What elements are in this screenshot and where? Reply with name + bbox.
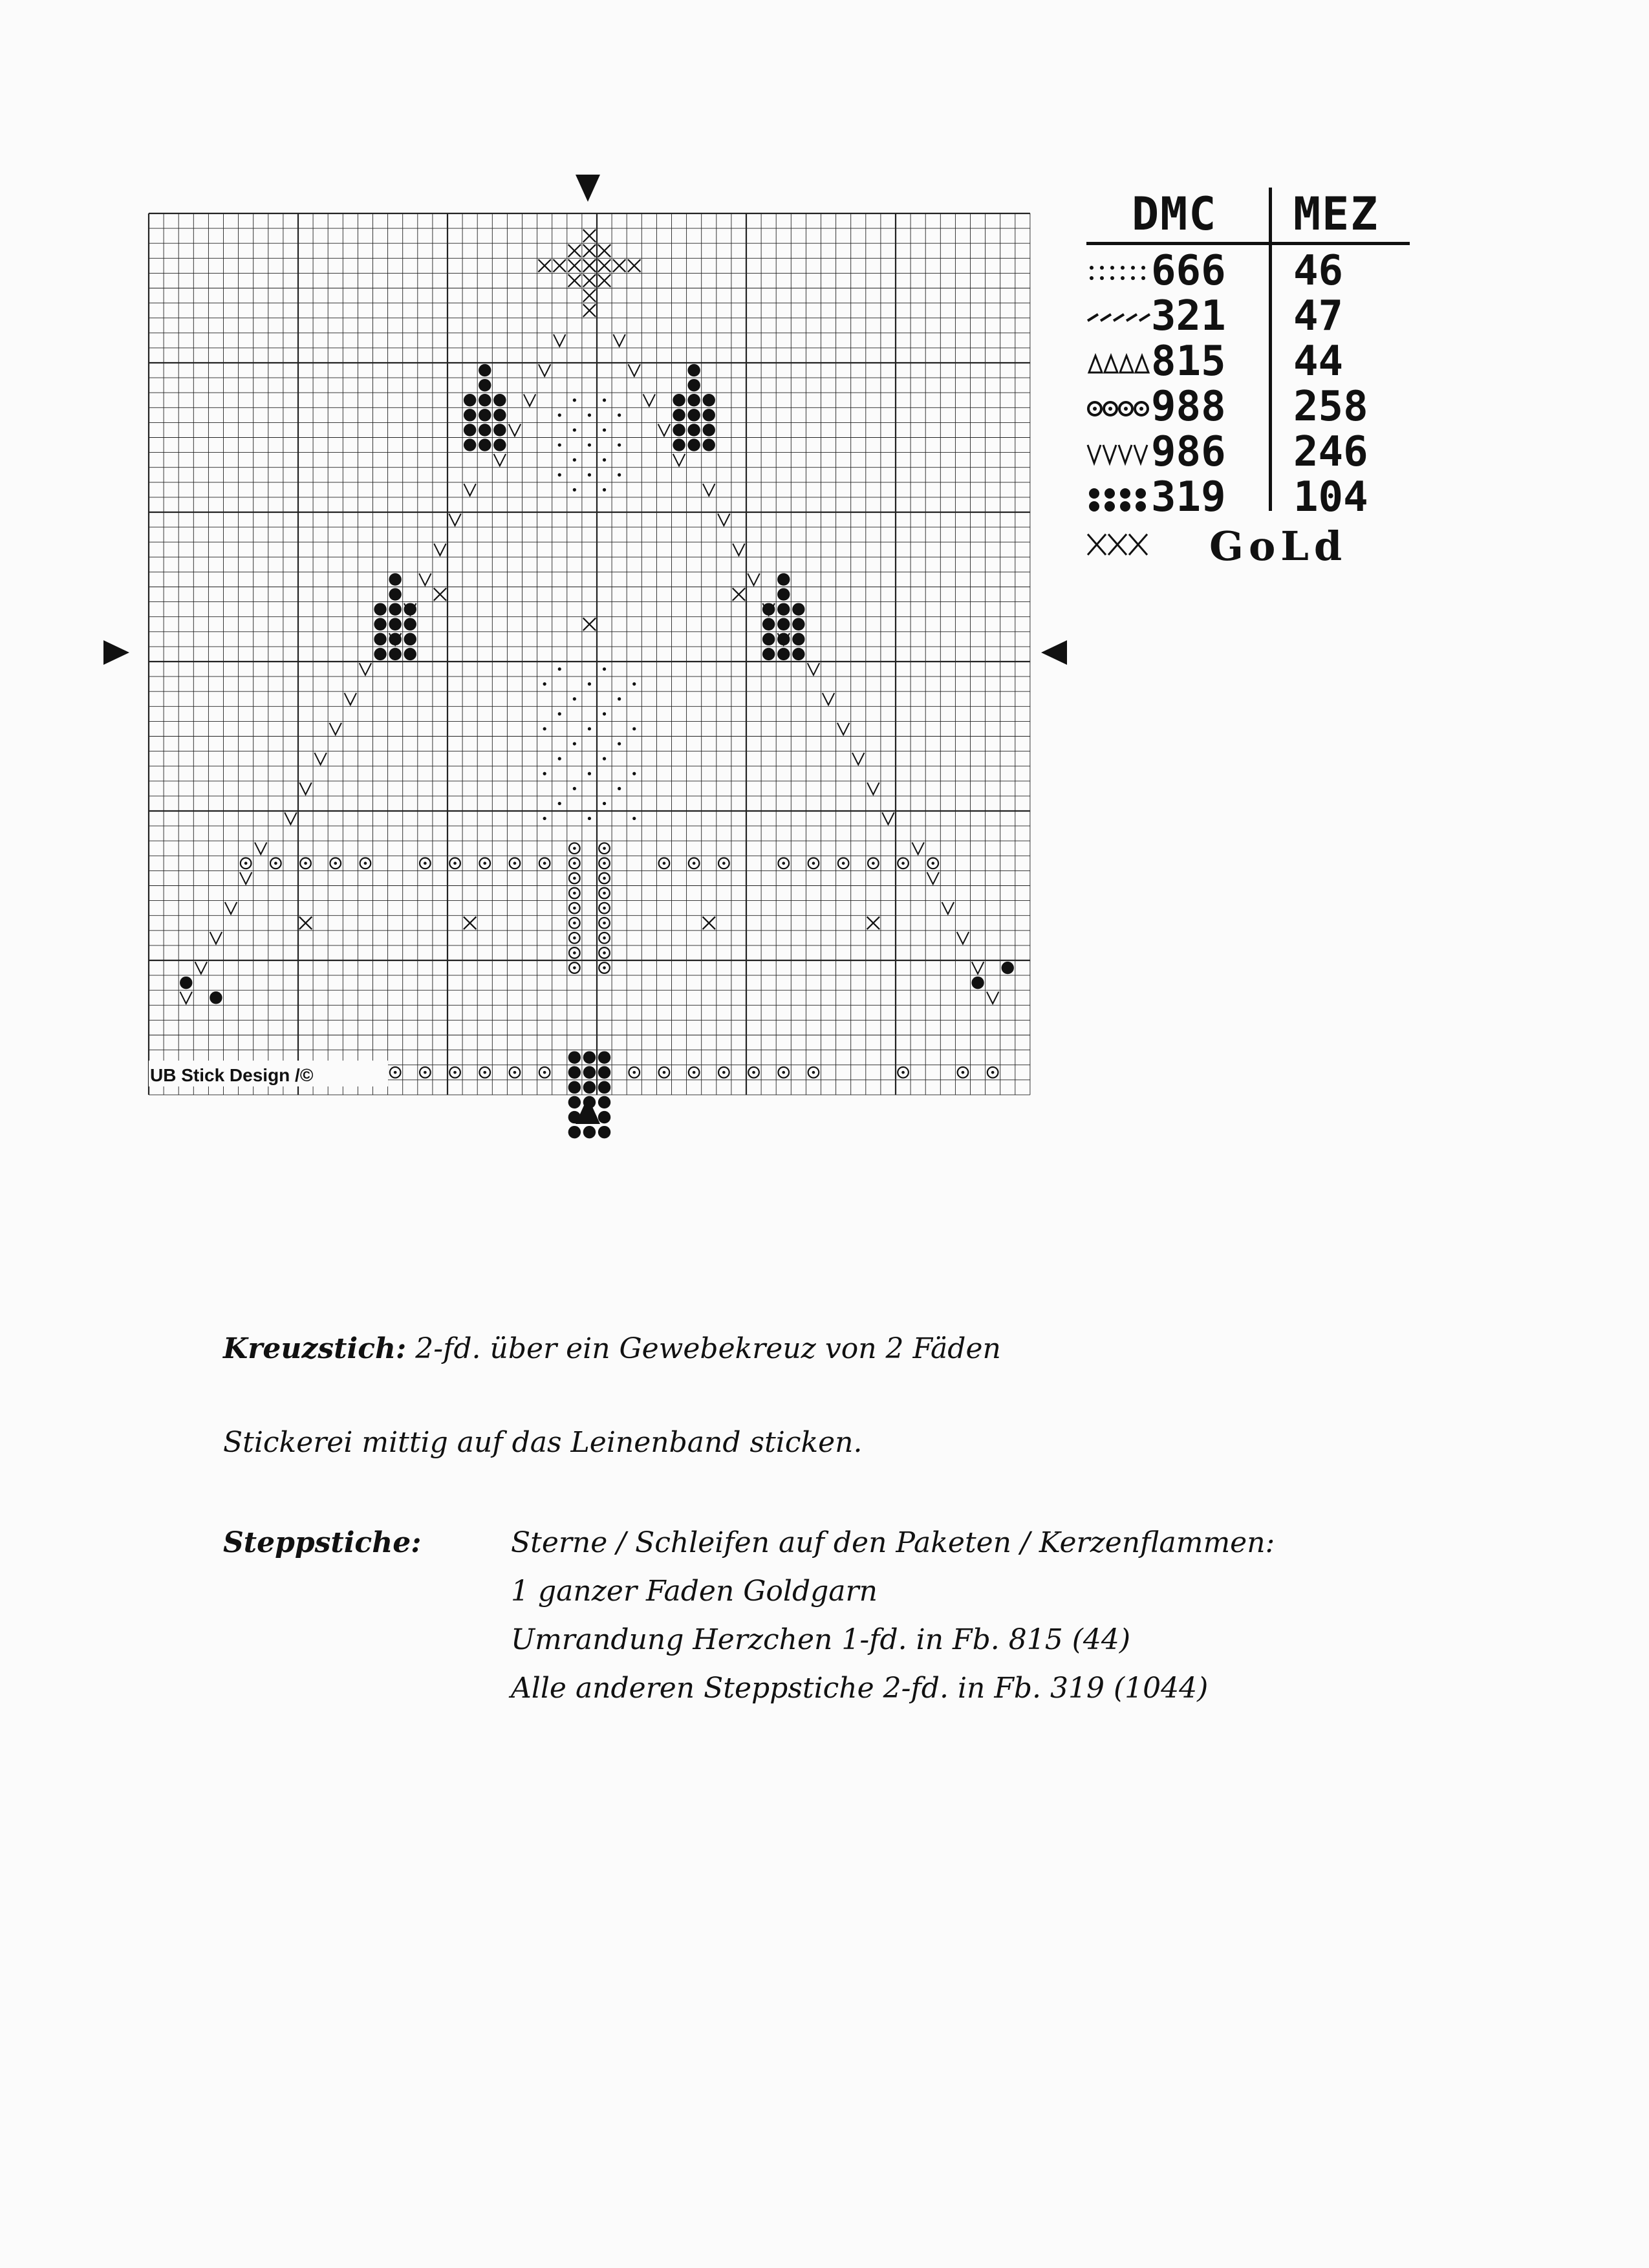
stitch-ring: [663, 1071, 666, 1074]
stitch-dot: [558, 802, 561, 805]
stitch-filled: [762, 618, 775, 631]
stitch-ring: [513, 1071, 517, 1074]
legend-row: [1086, 292, 1423, 338]
stitch-filled: [792, 648, 804, 660]
kreuzstich-text: 2-fd. über ein Gewebekreuz von 2 Fäden: [415, 1332, 1001, 1365]
stitch-filled: [568, 1081, 581, 1094]
stitch-dot: [573, 398, 576, 402]
legend-divider-horizontal: [1086, 242, 1410, 245]
stitch-filled: [583, 1066, 596, 1079]
stitch-filled: [762, 648, 775, 660]
stitch-filled: [703, 438, 715, 451]
legend-row: [1086, 473, 1423, 519]
stitch-ring: [603, 892, 606, 895]
stitch-ring: [453, 1071, 457, 1074]
stitch-filled: [374, 603, 386, 615]
stitch-filled: [493, 438, 506, 451]
filled-circles-symbol-icon: [1086, 482, 1151, 515]
stitch-dot: [558, 757, 561, 761]
stitch-filled: [777, 573, 790, 585]
steppstiche-line: 1 ganzer Faden Goldgarn: [511, 1575, 878, 1608]
stitch-dot: [588, 413, 591, 416]
stitch-dot: [632, 772, 636, 775]
stitch-ring: [244, 862, 248, 865]
stitch-filled: [404, 633, 416, 645]
stitch-v: [957, 932, 969, 944]
stitch-ring: [543, 1071, 546, 1074]
stitch-ring: [901, 862, 905, 865]
legend-mez-value: 46: [1293, 247, 1344, 295]
stitch-ring: [962, 1071, 965, 1074]
stitch-filled: [792, 618, 804, 631]
stitch-filled: [1002, 962, 1014, 974]
stitch-ring: [573, 936, 576, 940]
stitch-dot: [573, 459, 576, 462]
stitch-v: [494, 454, 506, 466]
legend-header-dmc: DMC: [1132, 188, 1218, 241]
stitch-dot: [632, 817, 636, 820]
stitch-filled: [568, 1051, 581, 1063]
stitch-dot: [603, 398, 606, 402]
stitch-v: [285, 812, 296, 824]
legend-row: [1086, 247, 1423, 295]
stitch-filled: [703, 409, 715, 421]
stitch-dot: [603, 712, 606, 715]
stitch-dot: [588, 727, 591, 730]
stitch-ring: [782, 1071, 785, 1074]
stitch-ring: [573, 966, 576, 969]
stitch-filled: [703, 394, 715, 406]
stitch-filled: [389, 588, 401, 600]
stitch-ring: [901, 1071, 905, 1074]
stitch-ring: [513, 862, 517, 865]
stitch-v: [299, 783, 311, 794]
stitch-filled: [389, 573, 401, 585]
stitch-ring: [603, 847, 606, 850]
cross-stitch-chart: [97, 162, 1080, 1145]
stitch-ring: [931, 862, 934, 865]
stitch-dot: [618, 443, 621, 446]
legend-gold-label: GoLd: [1209, 523, 1348, 570]
stitch-ring: [812, 1071, 815, 1074]
stitch-filled: [687, 394, 700, 406]
stitch-filled: [374, 648, 386, 660]
stitch-ring: [603, 877, 606, 880]
stitch-filled: [762, 633, 775, 645]
stitch-ring: [693, 1071, 696, 1074]
stitch-filled: [598, 1096, 610, 1108]
stitch-dot: [573, 742, 576, 745]
stitch-filled: [568, 1096, 581, 1108]
rings-symbol-icon: [1086, 392, 1151, 424]
stitch-dot: [632, 682, 636, 686]
stitch-filled: [792, 633, 804, 645]
legend-row: [1086, 338, 1423, 383]
stitch-v: [255, 843, 266, 854]
steppstiche-line: Alle anderen Steppstiche 2-fd. in Fb. 319 (1044): [511, 1672, 1209, 1705]
legend-mez-value: 47: [1293, 292, 1344, 340]
stitch-dot: [618, 473, 621, 477]
stitch-ring: [573, 907, 576, 910]
stitch-filled: [404, 618, 416, 631]
stitch-filled: [777, 603, 790, 615]
stitch-ring: [722, 862, 726, 865]
stitch-filled: [687, 438, 700, 451]
stitch-dot: [588, 817, 591, 820]
stitch-v: [524, 394, 535, 406]
stitch-ring: [573, 892, 576, 895]
stitch-filled: [479, 394, 491, 406]
stitch-filled: [598, 1081, 610, 1094]
stitch-filled: [687, 364, 700, 376]
stitch-dot: [573, 488, 576, 491]
thread-legend: [1086, 188, 1423, 570]
triangles-symbol-icon: [1086, 347, 1151, 379]
stitch-v: [748, 574, 759, 585]
stitch-v: [180, 992, 192, 1004]
stitch-filled: [583, 1081, 596, 1094]
v-marks-symbol-icon: [1086, 437, 1151, 470]
stitch-filled: [493, 409, 506, 421]
stitch-ring: [334, 862, 337, 865]
stitch-filled: [703, 424, 715, 436]
stitch-v: [972, 962, 984, 973]
legend-header: [1086, 188, 1423, 239]
stitch-dot: [618, 413, 621, 416]
stitch-v: [449, 513, 460, 525]
stitch-v: [225, 902, 237, 914]
stitch-filled: [673, 409, 685, 421]
stitch-dot: [603, 459, 606, 462]
chart-copyright: UB Stick Design /©: [150, 1065, 314, 1085]
stitch-filled: [687, 379, 700, 391]
stitch-v: [210, 932, 222, 944]
stitch-ring: [483, 862, 486, 865]
stitch-ring: [603, 862, 606, 865]
stitch-filled: [493, 394, 506, 406]
stitch-v: [509, 424, 521, 436]
stitch-filled: [479, 409, 491, 421]
stitch-filled: [404, 603, 416, 615]
stitch-filled: [479, 364, 491, 376]
stitch-dot: [573, 428, 576, 431]
stitch-filled: [687, 424, 700, 436]
center-arrows: [103, 175, 1067, 1124]
stitch-ring: [394, 1071, 397, 1074]
steppstiche-line: Umrandung Herzchen 1-fd. in Fb. 815 (44): [511, 1623, 1131, 1656]
kreuzstich-line: [223, 1332, 1001, 1365]
stitch-v: [360, 663, 371, 675]
stitch-v: [643, 394, 655, 406]
arrow-right-icon: [1041, 640, 1067, 665]
stitch-ring: [812, 862, 815, 865]
legend-dmc-value: 319: [1151, 473, 1226, 521]
stitch-v: [673, 454, 685, 466]
stitch-filled: [777, 618, 790, 631]
stitch-v: [345, 693, 356, 705]
placement-note: Stickerei mittig auf das Leinenband sticken.: [223, 1426, 863, 1459]
stitch-ring: [543, 862, 546, 865]
stitch-filled: [464, 409, 476, 421]
stitch-dot: [558, 712, 561, 715]
arrow-top-icon: [576, 175, 600, 202]
stitch-v: [240, 872, 252, 884]
stitch-v: [613, 334, 625, 346]
stitch-filled: [479, 438, 491, 451]
stitch-dot: [588, 473, 591, 477]
stitch-dot: [603, 488, 606, 491]
stitch-filled: [971, 977, 984, 989]
stitch-ring: [603, 951, 606, 955]
legend-dmc-value: 321: [1151, 292, 1226, 340]
stitch-ring: [573, 862, 576, 865]
stitch-v: [554, 334, 565, 346]
stitch-v: [942, 902, 954, 914]
legend-dmc-value: 986: [1151, 428, 1226, 476]
stitch-v: [733, 544, 744, 556]
stitch-ring: [603, 907, 606, 910]
stitch-dot: [573, 697, 576, 700]
steppstiche-label: [223, 1526, 421, 1559]
stitch-filled: [389, 603, 401, 615]
steppstiche-label-text: Steppstiche:: [223, 1526, 422, 1559]
stitch-ring: [663, 862, 666, 865]
stitch-ring: [603, 936, 606, 940]
stitch-dot: [558, 667, 561, 671]
stitch-ring: [991, 1071, 995, 1074]
stitch-filled: [568, 1126, 581, 1138]
stitch-dot: [618, 742, 621, 745]
stitch-ring: [573, 847, 576, 850]
arrow-left-icon: [103, 640, 129, 665]
stitch-filled: [598, 1126, 610, 1138]
stitch-dot: [543, 772, 546, 775]
stitch-v: [912, 843, 923, 854]
stitch-dot: [543, 727, 546, 730]
stitch-ring: [483, 1071, 486, 1074]
chart-grid: [149, 213, 1030, 1095]
stitch-dot: [543, 817, 546, 820]
stitch-ring: [573, 922, 576, 925]
stitch-v: [703, 484, 715, 495]
stitch-v: [330, 723, 341, 735]
stitch-v: [808, 663, 819, 675]
crosses-symbol-icon: [1086, 528, 1151, 560]
stitch-filled: [374, 633, 386, 645]
stitch-dot: [603, 667, 606, 671]
stitch-filled: [479, 424, 491, 436]
legend-row: [1086, 428, 1423, 476]
stitch-v: [882, 812, 894, 824]
stitch-dot: [573, 787, 576, 790]
stitch-v: [852, 753, 864, 764]
stitch-filled: [598, 1066, 610, 1079]
stitch-ring: [274, 862, 277, 865]
stitch-v: [539, 364, 550, 376]
stitch-ring: [573, 877, 576, 880]
stitch-filled: [568, 1066, 581, 1079]
dots-symbol-icon: [1086, 256, 1151, 288]
stitch-ring: [573, 951, 576, 955]
stitch-filled: [777, 648, 790, 660]
stitch-filled: [673, 438, 685, 451]
stitch-dot: [618, 787, 621, 790]
stitch-filled: [583, 1051, 596, 1063]
stitch-filled: [777, 633, 790, 645]
stitch-filled: [180, 977, 192, 989]
stitch-ring: [364, 862, 367, 865]
stitch-ring: [603, 966, 606, 969]
stitch-filled: [777, 588, 790, 600]
stitch-dot: [543, 682, 546, 686]
legend-dmc-value: 988: [1151, 383, 1226, 431]
stitch-v: [629, 364, 640, 376]
stitch-filled: [404, 648, 416, 660]
stitch-ring: [722, 1071, 726, 1074]
stitch-dot: [603, 757, 606, 761]
stitch-v: [718, 513, 729, 525]
steppstiche-line: Sterne / Schleifen auf den Paketen / Kerzenflammen:: [511, 1526, 1275, 1559]
stitch-filled: [389, 633, 401, 645]
stitch-ring: [782, 862, 785, 865]
legend-dmc-value: 666: [1151, 247, 1226, 295]
stitch-ring: [424, 862, 427, 865]
stitch-v: [658, 424, 670, 436]
legend-mez-value: 44: [1293, 338, 1344, 385]
stitch-ring: [693, 862, 696, 865]
stitch-filled: [598, 1111, 610, 1123]
stitch-filled: [374, 618, 386, 631]
stitch-filled: [583, 1126, 596, 1138]
stitch-ring: [424, 1071, 427, 1074]
stitch-filled: [464, 424, 476, 436]
stitch-dot: [558, 413, 561, 416]
stitch-v: [837, 723, 849, 735]
legend-row: [1086, 519, 1423, 570]
stitch-filled: [762, 603, 775, 615]
stitch-v: [434, 544, 446, 556]
legend-dmc-value: 815: [1151, 338, 1226, 385]
stitch-dot: [618, 697, 621, 700]
stitch-dot: [558, 443, 561, 446]
stitch-dot: [603, 802, 606, 805]
stitch-dot: [603, 428, 606, 431]
stitch-dot: [588, 772, 591, 775]
stitch-dot: [558, 473, 561, 477]
stitch-ring: [632, 1071, 636, 1074]
stitch-filled: [479, 379, 491, 391]
stitch-v: [419, 574, 431, 585]
stitch-filled: [673, 394, 685, 406]
stitch-v: [987, 992, 998, 1004]
stitch-v: [823, 693, 834, 705]
stitch-filled: [598, 1051, 610, 1063]
legend-row: [1086, 383, 1423, 431]
stitch-ring: [752, 1071, 755, 1074]
stitch-ring: [872, 862, 875, 865]
stitch-filled: [389, 648, 401, 660]
kreuzstich-label: Kreuzstich:: [223, 1332, 407, 1365]
stitch-v: [314, 753, 326, 764]
stitch-dot: [588, 443, 591, 446]
stitch-filled: [687, 409, 700, 421]
legend-mez-value: 258: [1293, 383, 1368, 431]
stitch-filled: [493, 424, 506, 436]
stitch-ring: [304, 862, 307, 865]
stitch-filled: [673, 424, 685, 436]
stitch-dot: [632, 727, 636, 730]
stitch-filled: [792, 603, 804, 615]
stitch-filled: [464, 394, 476, 406]
stitch-v: [867, 783, 879, 794]
stitch-filled: [389, 618, 401, 631]
stitch-ring: [842, 862, 845, 865]
dashes-symbol-icon: [1086, 301, 1151, 334]
legend-mez-value: 246: [1293, 428, 1368, 476]
stitch-filled: [464, 438, 476, 451]
stitch-v: [927, 872, 939, 884]
stitch-v: [195, 962, 207, 973]
stitch-dot: [588, 682, 591, 686]
stitch-ring: [603, 922, 606, 925]
stitch-ring: [453, 862, 457, 865]
legend-mez-value: 104: [1293, 473, 1368, 521]
legend-header-mez: MEZ: [1293, 188, 1379, 241]
stitch-v: [464, 484, 475, 495]
stitch-filled: [210, 991, 222, 1004]
